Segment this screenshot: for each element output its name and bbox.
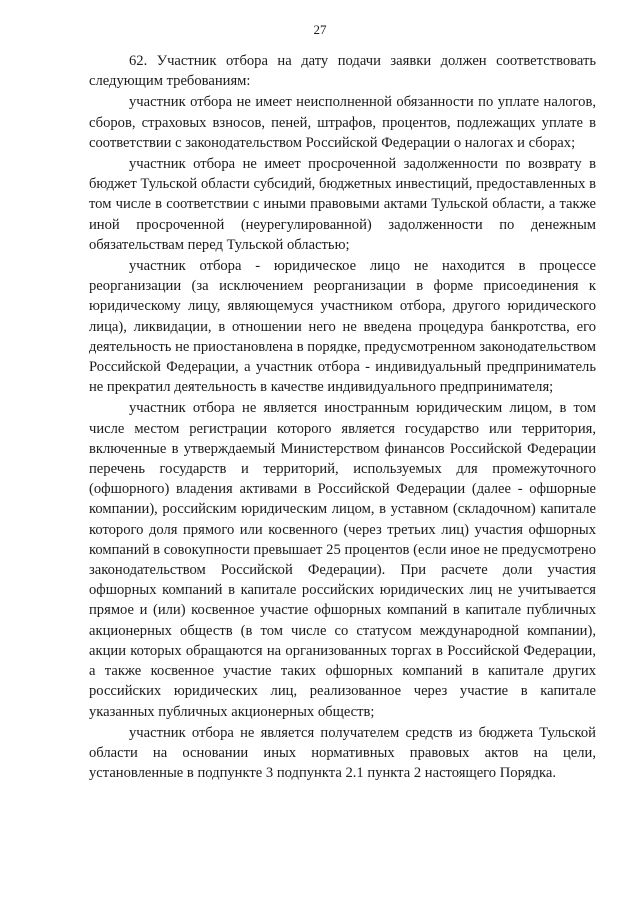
document-body bbox=[89, 51, 596, 784]
paragraph-62-intro: 62. Участник отбора на дату подачи заявки должен соответствовать следующим требованиям: bbox=[89, 53, 596, 90]
paragraph-requirement-debt: участник отбора не имеет просроченной задолженности по возврату в бюджет Тульской области субсидий, бюджетных инвестиций, предоставленных в том числе в соответствии с иными правовыми актами Тульской области, а также иной просроченной (неурегулированной) задолженности по денежным обязательствам перед Тульской областью; bbox=[89, 156, 596, 253]
paragraph-requirement-reorganization: участник отбора - юридическое лицо не находится в процессе реорганизации (за исключением реорганизации в форме присоединения к юридическому лицу, являющемуся участником отбора, другого юридического лица), ликвидации, в отношении него не введена процедура банкротства, его деятельность не приостановлена в порядке, предусмотренном законодательством Российской Федерации, а участник отбора - индивидуальный предприниматель не прекратил деятельность в качестве индивидуального предпринимателя; bbox=[89, 258, 596, 396]
page-number: 27 bbox=[313, 22, 327, 37]
paragraph-requirement-other-funds: участник отбора не является получателем средств из бюджета Тульской области на основании иных нормативных правовых актов на цели, установленные в подпункте 3 подпункта 2.1 пункта 2 настоящего Порядка. bbox=[89, 724, 596, 782]
paragraph-requirement-offshore: участник отбора не является иностранным юридическим лицом, в том числе местом регистрации которого является государство или территория, включенные в утверждаемый Министерством финансов Российской Федерации перечень государств и территорий, используемых для промежуточного (офшорного) владения активами в Российской Федерации (далее - офшорные компании), российским юридическим лицом, в уставном (складочном) капитале которого доля прямого или косвенного (через третьих лиц) участия офшорных компаний в совокупности превышает 25 процентов (если иное не предусмотрено законодательством Российской Федерации). При расчете доли участия офшорных компаний в капитале российских юридических лиц не учитывается прямое и (или) косвенное участие офшорных компаний в капитале публичных акционерных обществ (в том числе со статусом международной компании), акции которых обращаются на организованных торгах в Российской Федерации, а также косвенное участие таких офшорных компаний в капитале других российских юридических лиц, реализованное через участие в капитале указанных публичных акционерных обществ; bbox=[89, 400, 596, 720]
paragraph-requirement-taxes: участник отбора не имеет неисполненной обязанности по уплате налогов, сборов, страховых взносов, пеней, штрафов, процентов, подлежащих уплате в соответствии с законодательством Российской Федерации о налогах и сборах; bbox=[89, 94, 596, 151]
